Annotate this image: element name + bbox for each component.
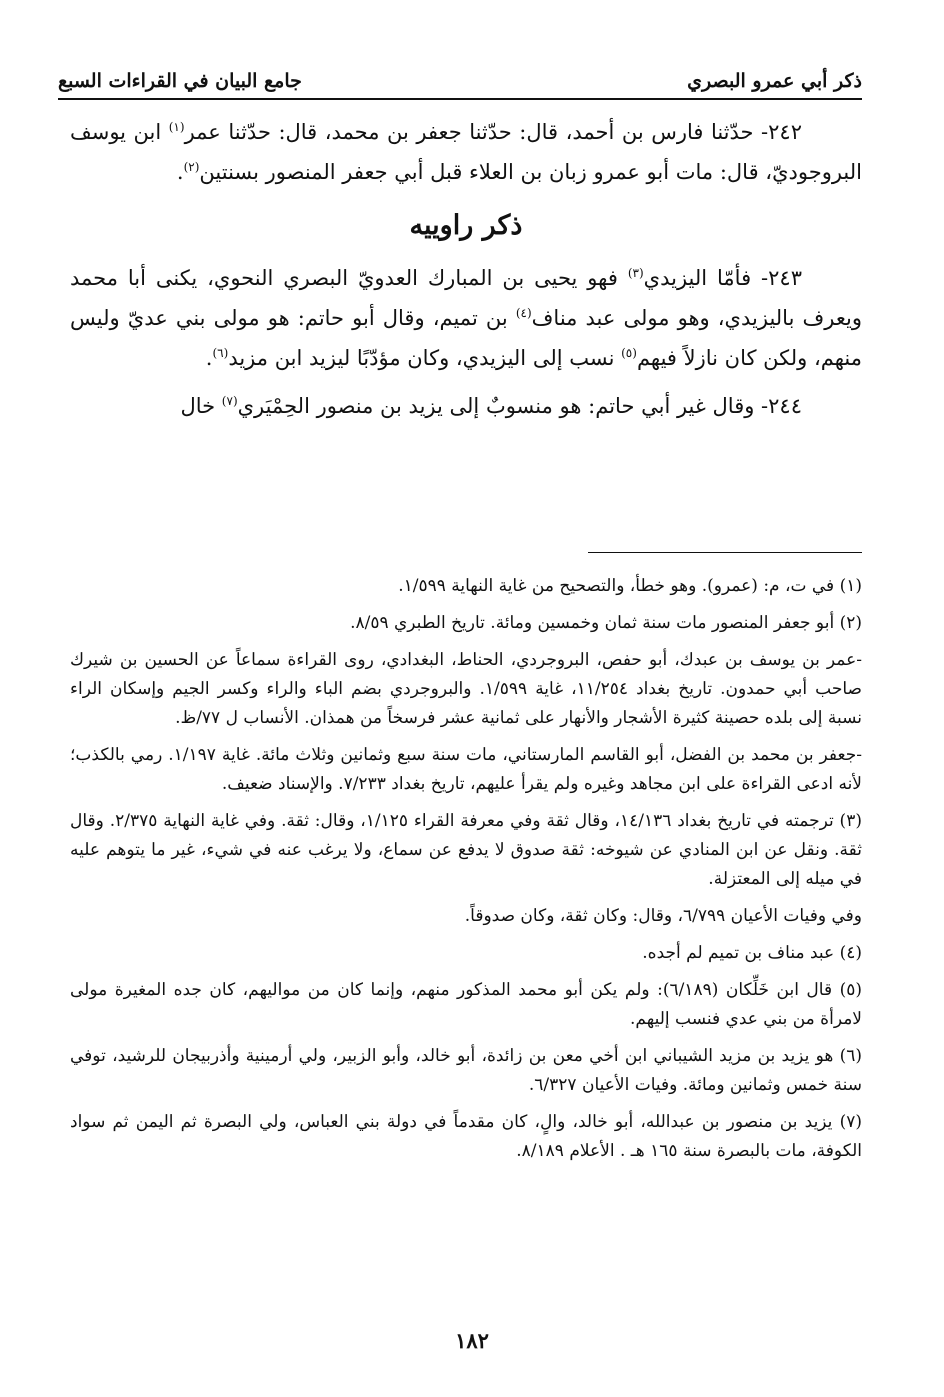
footnotes [70,572,862,1174]
page-number: ١٨٢ [455,1328,489,1353]
paragraph-244: ٢٤٤- وقال غير أبي حاتم: هو منسوبٌ إلى يزيد بن منصور الحِمْيَري$^{(٧)}$ خال [180,394,802,418]
footnote-ref[interactable]: (١) [168,120,185,134]
footnote-2-note-jafar: -جعفر بن محمد بن الفضل، أبو القاسم المارستاني، مات سنة سبع وثمانين وثلاث مائة. غاية ١/١٩٧. رمي بالكذب؛ لأنه ادعى القراءة على ابن مجاهد وغيره ولم يقرأ عليهم، تاريخ بغداد ٧/٢٣٣. والإسناد ضعيف. [70,745,862,794]
running-header [58,64,862,100]
footnote-ref[interactable]: (٢) [183,160,200,174]
footnote-ref[interactable]: (٧) [221,394,238,408]
footnote-ref[interactable]: (٤) [515,306,532,320]
footnote-separator [588,552,862,553]
footnote-2-note-umar: -عمر بن يوسف بن عبدك، أبو حفص، البروجردي، الحناط، البغدادي، روى القراءة سماعاً عن الحسين بن شيرك صاحب أبي حمدون. تاريخ بغداد ١١/٢٥٤، غاية ١/٥٩٩. والبروجردي بضم الباء والراء وكسر الجيم وإسكان الراء نسبة إلى بلده حصينة كثيرة الأشجار والأنهار على ثمانية عشر فرسخاً من همذان. الأنساب ل ٧٧/ظ. [70,650,862,728]
footnote-ref[interactable]: (٣) [627,266,644,280]
footnote-ref[interactable]: (٦) [212,346,229,360]
header-book-title: جامع البيان في القراءات السبع [58,70,302,92]
footnote-6: (٦) هو يزيد بن مزيد الشيباني ابن أخي معن بن زائدة، أبو خالد، وأبو الزبير، ولي أرمينية وأذربيجان للرشيد، توفي سنة خمس وثمانين ومائة. وفيات الأعيان ٦/٣٢٧. [70,1046,862,1095]
footnote-4: (٤) عبد مناف بن تميم لم أجده. [642,943,862,963]
paragraph-242: ٢٤٢- حدّثنا فارس بن أحمد، قال: حدّثنا جعفر بن محمد، قال: حدّثنا عمر$^{(١)}$ ابن يوسف البروجوديّ، قال: مات أبو عمرو زبان بن العلاء قبل أبي جعفر المنصور بسنتين$^{(٢)}$. [70,120,862,184]
footnote-5: (٥) قال ابن خَلِّكان (٦/١٨٩): ولم يكن أبو محمد المذكور منهم، وإنما كان من مواليهم، كان جده المغيرة مولى لامرأة من بني عدي فنسب إليهم. [70,980,862,1029]
footnote-7: (٧) يزيد بن منصور بن عبدالله، أبو خالد، والٍ، كان مقدماً في دولة بني العباس، ولي البصرة ثم اليمن ثم سواد الكوفة، مات بالبصرة سنة ١٦٥ هـ . الأعلام ٨/١٨٩. [70,1112,862,1161]
footnote-1: (١) في ت، م: (عمرو). وهو خطأ، والتصحيح من غاية النهاية ١/٥٩٩. [398,576,862,596]
footnote-2: (٢) أبو جعفر المنصور مات سنة ثمان وخمسين ومائة. تاريخ الطبري ٨/٥٩. [350,613,862,633]
footnote-ref[interactable]: (٥) [621,346,637,360]
footnote-3-continued: وفي وفيات الأعيان ٦/٧٩٩، وقال: وكان ثقة، وكان صدوقاً. [464,906,862,926]
header-chapter-title: ذكر أبي عمرو البصري [687,70,862,92]
footnote-3: (٣) ترجمته في تاريخ بغداد ١٤/١٣٦، وقال ثقة وفي معرفة القراء ١/١٢٥، وقال: ثقة. وفي غاية النهاية ٢/٣٧٥. وقال ثقة. ونقل عن ابن المنادي عن شيوخه: ثقة صدوق لا يدفع عن سماع، ولا يرغب عنه في شيء، غير ما يتوهم عليه في ميله إلى المعتزلة. [70,811,862,889]
paragraph-243: ٢٤٣- فأمّا اليزيدي$^{(٣)}$ فهو يحيى بن المبارك العدويّ البصري النحوي، يكنى أبا محمد ويعرف باليزيدي، وهو مولى عبد مناف$^{(٤)}$ بن تميم، وقال أبو حاتم: هو مولى بني عديّ وليس منهم، ولكن كان نازلاً فيهم$^{(٥)}$ نسب إلى اليزيدي، وكان مؤدّبًا ليزيد ابن مزيد$^{(٦)}$. [70,266,862,370]
main-text [70,112,862,434]
section-title: ذكر راوييه [409,210,523,241]
